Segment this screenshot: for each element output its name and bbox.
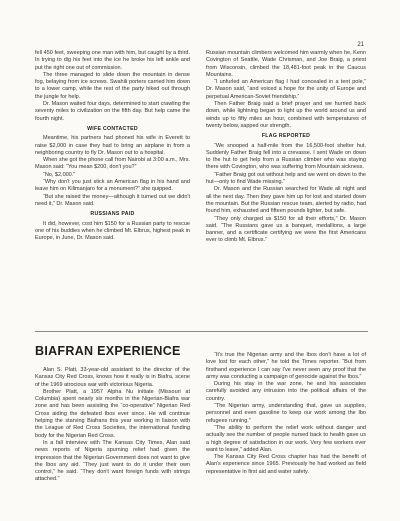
paragraph: The three managed to slide down the mountain in dense fog, belaying from ice screws. Swahili porters carried him down to a lower camp, while the rest of the party hiked out through the jungle for help. bbox=[35, 71, 190, 100]
paragraph: Russian mountain climbers welcomed him warmly when he, Kenn Covington of Seattle, Wade Chrisman, and Joe Braig, a priest from Wisconsin, climbed the 18,481-foot peak in the Caucus Mountains. bbox=[206, 50, 366, 78]
paragraph: Brother Platt, a 1957 Alpha Nu initiate (Missouri at Columbia) spent nearly six months in the Nigerian-Biafra war zone and has been assisting the “co-operative” Nigerian Red Cross aiding the defeated Ibos ever since. He will continue helping the starving Biafrans this year working in liaison with the League of Red Cross Societies, the international funding body for the Nigerian Red Cross. bbox=[35, 388, 190, 439]
subheading-russians-paid: RUSSIANS PAID bbox=[90, 211, 135, 218]
paragraph: Then Father Braig said a brief prayer and we hurried back down, while lightning began to light up the world around us and winds up to fifty miles an hour, combined with temperatures of twenty below, sapped our strength. bbox=[206, 101, 366, 129]
article-1-column-left bbox=[35, 50, 190, 242]
paragraph: fell 450 feet, sweeping one man with him, but caught by a third. In trying to dig his feet into the ice he broke his left ankle and put the right one out of commission. bbox=[35, 50, 190, 71]
paragraph: “The ability to perform the relief work without danger and actually see the number of people nursed back to health gave us a high degree of satisfaction in our work. Very few workers ever want to leave,” added Alan. bbox=[206, 424, 366, 453]
article-2-headline: BIAFRAN EXPERIENCE bbox=[35, 344, 181, 358]
paragraph: “Father Braig got out without help and we went on down to the hut—only to find Wade missing.” bbox=[206, 171, 366, 186]
paragraph: When she got the phone call from Nairobi at 3:00 a.m., Mrs. Mason said: “You mean $200, don't you?” bbox=[35, 157, 190, 171]
article-2-column-left bbox=[35, 367, 190, 484]
paragraph: Alan S. Platt, 33-year-old assistant to the director of the Kansas City Red Cross, knows how it really is in Biafra, scene of the 1969 atrocious war with victorious Nigeria. bbox=[35, 367, 190, 388]
paragraph: “They only charged us $150 for all their efforts,” Dr. Mason said. “The Russians gave us a banquet, medallions, a large banner, and a certificate certifying we were the first Americans ever to climb Mt. Elbrus.” bbox=[206, 215, 366, 244]
paragraph: The Kansas City Red Cross chapter has had the benefit of Alan's experience since 1965. Previously he had worked as field representative in first aid and water safety. bbox=[206, 454, 366, 475]
paragraph: “But she raised the money—although it turned out we didn't need it,” Dr. Mason said. bbox=[35, 193, 190, 207]
paragraph: Dr. Mason and the Russian searched for Wade all night and all the next day. Then they gave him up for lost and started down the mountain. But the Russian rescue team, alerted by radio, had found him, exhausted and fifteen pounds lighter, but safe. bbox=[206, 186, 366, 215]
article-1-column-right bbox=[206, 50, 366, 245]
paragraph: “I unfurled an American flag I had concealed in a tent pole,” Dr. Mason said, “and voiced a hope for the unity of Europe and perpetual American-Soviet friendship.” bbox=[206, 79, 366, 100]
paragraph: Meantime, his partners had phoned his wife in Everett to raise $2,000 in case they had to bring an airplane in from a neighboring country to fly Dr. Mason out to a hospital. bbox=[35, 135, 190, 156]
paragraph: “The Nigerian army, understanding that, gave us supplies, personnel and even gasoline to keep our work among the Ibo refugees running.” bbox=[206, 403, 366, 424]
paragraph: In a fall interview with The Kansas City Times, Alan said news reports of Nigeria spurning relief had given the impression that the Nigerian Government does not want to give the Ibos any aid. “They just want to do it under their own control,” he said. “They don't want foreign funds with strings attached.” bbox=[35, 439, 190, 483]
paragraph: It did, however, cost him $150 for a Russian party to rescue one of his buddies when he climbed Mt. Elbrus, highest peak in Europe, in June, Dr. Mason said. bbox=[35, 220, 190, 242]
paragraph: “No, $2,000.” bbox=[43, 171, 76, 178]
subheading-wife-contacted: WIFE CONTACTED bbox=[87, 125, 138, 132]
section-divider bbox=[35, 331, 368, 332]
paragraph: “We snooped a half-mile from the 16,500-foot shelter hut. Suddenly Father Braig fell into a crevasse. I sent Wade on down to the hut to get help from a Russian climber who was staying there with Covington, who was suffering from Mountain sickness. bbox=[206, 142, 366, 171]
article-2-column-right bbox=[206, 352, 366, 476]
paragraph: “Why don't you just stick an American flag in his hand and leave him on Kilimanjaro for a monument?” she quipped. bbox=[35, 179, 190, 193]
paragraph: During his stay in the war zone, he and his associates carefully avoided any intrusion into the political affairs of the country. bbox=[206, 381, 366, 402]
paragraph: Dr. Mason waited four days, determined to start crawling the seventy miles to civilization on the fifth day. But help came the fourth night. bbox=[35, 101, 190, 122]
page-number: 21 bbox=[357, 42, 364, 48]
paragraph: “It's true the Nigerian army and the Ibos don't have a lot of love lost for each other,” he told the Times reporter. “But from firsthand experience I can say I've never seen any proof that the army was conducting a campaign of genocide against the Ibos.” bbox=[206, 352, 366, 380]
subheading-flag-reported: FLAG REPORTED bbox=[261, 133, 311, 140]
